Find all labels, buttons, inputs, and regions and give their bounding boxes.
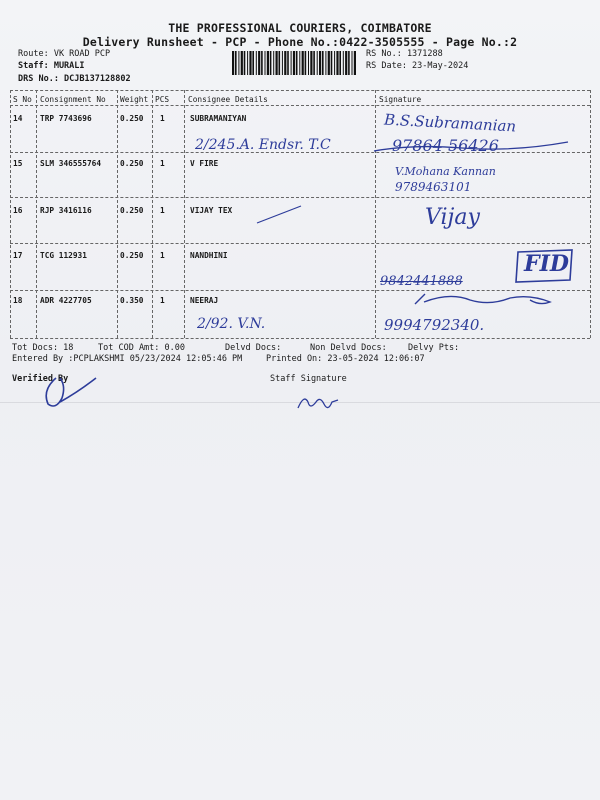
row-sno: 16 (13, 206, 23, 215)
table-bottom-rule (10, 338, 590, 339)
delivered-docs: Delvd Docs: (225, 343, 282, 353)
company-title: THE PROFESSIONAL COURIERS, COIMBATORE (168, 21, 432, 35)
handwritten-phone: 97864 56426 (392, 136, 499, 155)
col-header-weight: Weight (120, 95, 149, 104)
col-rule (152, 90, 153, 338)
col-header-consignment: Consignment No (40, 95, 106, 104)
row-rule (10, 197, 590, 198)
staff-signature-label: Staff Signature (270, 374, 347, 384)
row-consignee: VIJAY TEX (190, 206, 233, 215)
row-consignment: TRP 7743696 (40, 114, 92, 123)
header-rule (10, 105, 590, 106)
underline-stroke-icon (372, 136, 572, 156)
rs-number: RS No.: 1371288 (366, 49, 443, 59)
col-rule (117, 90, 118, 338)
handwritten-address: 2/245.A. Endsr. T.C (195, 137, 331, 153)
handwritten-phone: 9994792340. (384, 316, 485, 334)
col-rule (10, 90, 11, 338)
handwritten-phone-struck: 9842441888 (380, 274, 463, 289)
row-consignee: NEERAJ (190, 296, 219, 305)
printed-on: Printed On: 23-05-2024 12:06:07 (266, 354, 425, 364)
row-rule (10, 243, 590, 244)
handwritten-name: V.Mohana Kannan (395, 165, 496, 178)
staff-signature-icon (294, 390, 342, 416)
row-weight: 0.250 (120, 251, 144, 260)
stamp-text: FID (524, 251, 569, 277)
barcode-icon (232, 51, 356, 75)
total-docs: Tot Docs: 18 (12, 343, 74, 353)
col-header-sno: S No (13, 95, 32, 104)
row-consignment: ADR 4227705 (40, 296, 92, 305)
total-cod: Tot COD Amt: 0.00 (98, 343, 185, 353)
verified-by-label: Verified By (12, 374, 69, 384)
col-header-pcs: PCS (155, 95, 170, 104)
drs-number: DRS No.: DCJB137128802 (18, 74, 131, 84)
route-label: Route: VK ROAD PCP (18, 49, 111, 59)
col-header-consignee: Consignee Details (188, 95, 268, 104)
handwritten-address: 2/92. V.N. (197, 316, 266, 332)
row-pcs: 1 (160, 114, 165, 123)
row-pcs: 1 (160, 159, 165, 168)
col-rule (590, 90, 591, 338)
verifier-signature-icon (38, 372, 100, 412)
pen-stroke-icon (255, 203, 305, 225)
signature-scribble-icon (410, 290, 560, 316)
row-consignment: SLM 346555764 (40, 159, 102, 168)
non-delivered-docs: Non Delvd Docs: (310, 343, 387, 353)
col-rule (36, 90, 37, 338)
row-pcs: 1 (160, 251, 165, 260)
row-pcs: 1 (160, 206, 165, 215)
row-sno: 17 (13, 251, 23, 260)
col-header-signature: Signature (379, 95, 422, 104)
delivery-points: Delvy Pts: (408, 343, 460, 353)
row-consignment: RJP 3416116 (40, 206, 92, 215)
fid-stamp (512, 248, 576, 284)
row-sno: 15 (13, 159, 23, 168)
row-weight: 0.250 (120, 206, 144, 215)
row-consignment: TCG 112931 (40, 251, 87, 260)
row-sno: 18 (13, 296, 23, 305)
table-top-rule (10, 90, 590, 91)
handwritten-signature: Vijay (425, 205, 480, 230)
staff-label: Staff: MURALI (18, 61, 85, 71)
row-weight: 0.250 (120, 114, 144, 123)
col-rule (184, 90, 185, 338)
row-weight: 0.250 (120, 159, 144, 168)
row-consignee: SUBRAMANIYAN (190, 114, 247, 123)
row-pcs: 1 (160, 296, 165, 305)
entered-by: Entered By :PCPLAKSHMI 05/23/2024 12:05:46 PM (12, 354, 243, 364)
col-rule (375, 90, 376, 338)
row-consignee: NANDHINI (190, 251, 228, 260)
handwritten-signature: B.S.Subramanian (383, 110, 517, 136)
runsheet-subtitle: Delivery Runsheet - PCP - Phone No.:0422-3505555 - Page No.:2 (82, 35, 518, 49)
rs-date: RS Date: 23-May-2024 (366, 61, 469, 71)
handwritten-phone: 9789463101 (395, 180, 472, 194)
row-weight: 0.350 (120, 296, 144, 305)
row-sno: 14 (13, 114, 23, 123)
row-consignee: V FIRE (190, 159, 219, 168)
